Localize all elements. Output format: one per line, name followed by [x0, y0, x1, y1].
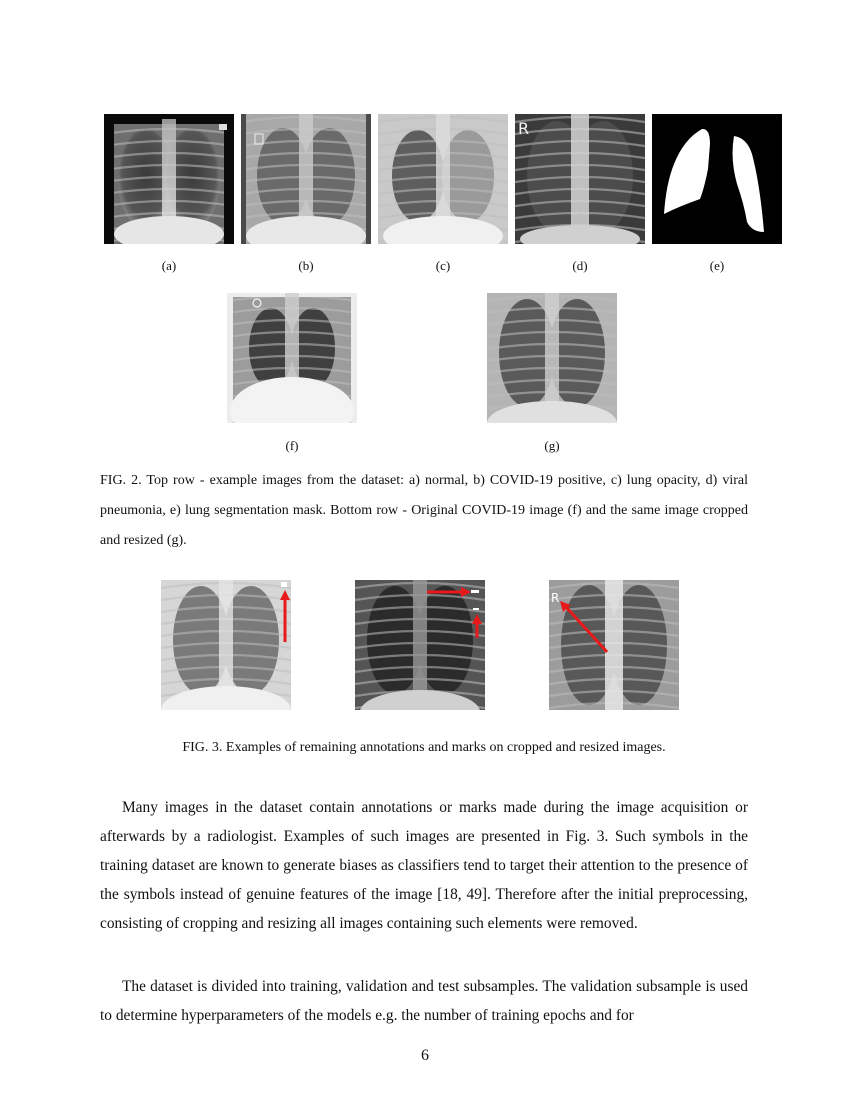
annotated-xray-2 [355, 580, 485, 710]
xray-covid [241, 114, 371, 244]
xray-with-corner-mark [161, 580, 291, 710]
xray-image-d [515, 114, 645, 244]
subfig-label-b: (b) [298, 258, 314, 273]
subfig-label-f: (f) [285, 438, 299, 453]
subfig-label-a: (a) [161, 258, 177, 273]
lung-segmentation-mask [652, 114, 782, 244]
xray-image-b [241, 114, 371, 244]
body-paragraph-2: The dataset is divided into training, validation and test subsamples. The validation subsample is used to determine hyperparameters of the models e.g. the number of training epochs and for [100, 978, 748, 1024]
xray-with-text-marks [355, 580, 485, 710]
figure-3-caption: FIG. 3. Examples of remaining annotations and marks on cropped and resized images. [182, 740, 666, 755]
annotated-xray-3 [549, 580, 679, 710]
figure-2-caption: FIG. 2. Top row - example images from the dataset: a) normal, b) COVID-19 positive, c) lung opacity, d) viral pneumonia, e) lung segmentation mask. Bottom row - Original COVID-19 image (f) and the same image cropped and resized (g). [100, 473, 748, 548]
subfig-label-d: (d) [572, 258, 588, 273]
xray-cropped-resized [487, 293, 617, 423]
xray-lung-opacity [378, 114, 508, 244]
svg-text:R: R [518, 119, 530, 138]
lung-mask-image-e [652, 114, 782, 244]
subfig-label-c: (c) [435, 258, 451, 273]
subfig-label-e: (e) [709, 258, 725, 273]
body-paragraph-1: Many images in the dataset contain annotations or marks made during the image acquisition or afterwards by a radiologist. Examples of such images are presented in Fig. 3. Such symbols in the training dataset are known to generate biases as classifiers tend to target their attention to the presence of the symbols instead of genuine features of the image [18, 49]. Therefore after the initial preprocessing, consisting of cropping and resizing all images containing such elements were removed. [100, 799, 748, 932]
xray-original-covid [227, 293, 357, 423]
annotated-xray-1 [161, 580, 291, 710]
xray-image-g [487, 293, 617, 423]
xray-normal [104, 114, 234, 244]
svg-text:R: R [551, 591, 560, 605]
xray-with-r-mark [549, 580, 679, 710]
xray-viral-pneumonia [515, 114, 645, 244]
xray-image-c [378, 114, 508, 244]
xray-image-f [227, 293, 357, 423]
xray-image-a [104, 114, 234, 244]
subfig-label-g: (g) [544, 438, 560, 453]
page-number: 6 [421, 1047, 429, 1064]
